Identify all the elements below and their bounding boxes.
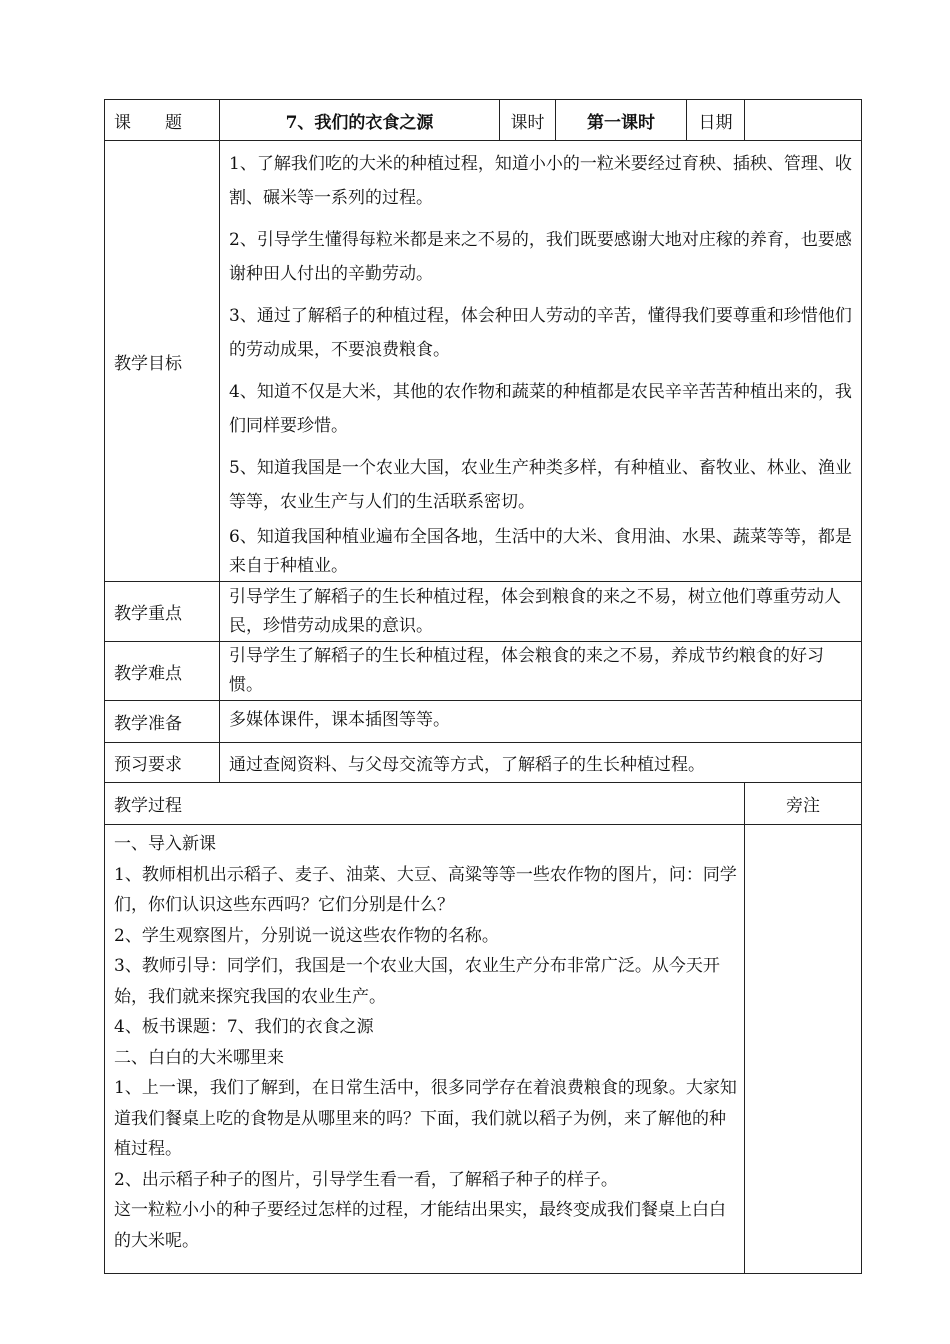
preparation-text: 多媒体课件，课本插图等等。 xyxy=(220,701,862,743)
difficulties-paragraph: 引导学生了解稻子的生长种植过程，体会粮食的来之不易，养成节约粮食的好习惯。 xyxy=(229,646,824,695)
header-row xyxy=(105,100,862,141)
process-body-row xyxy=(105,825,862,1274)
difficulties-row xyxy=(105,642,862,701)
preview-row xyxy=(105,743,862,783)
process-line: 4、板书课题：7、我们的衣食之源 xyxy=(114,1017,374,1037)
process-header-row xyxy=(105,783,862,825)
objectives-label: 教学目标 xyxy=(105,141,220,582)
key-points-text xyxy=(220,582,862,642)
process-line: 1、上一课，我们了解到，在日常生活中，很多同学存在着浪费粮食的现象。大家知道我们餐桌上吃的食物是从哪里来的吗？下面，我们就以稻子为例，来了解他的种植过程。 xyxy=(114,1078,737,1159)
notes-label: 旁注 xyxy=(745,783,862,825)
process-label: 教学过程 xyxy=(105,783,745,825)
objective-item: 3、通过了解稻子的种植过程，体会种田人劳动的辛苦，懂得我们要尊重和珍惜他们的劳动成果，不要浪费粮食。 xyxy=(229,306,852,360)
preparation-label: 教学准备 xyxy=(105,701,220,743)
date-label: 日期 xyxy=(687,100,745,141)
period-label: 课时 xyxy=(500,100,556,141)
objective-item: 4、知道不仅是大米，其他的农作物和蔬菜的种植都是农民辛辛苦苦种植出来的，我们同样要珍惜。 xyxy=(229,382,852,436)
topic-label: 课 题 xyxy=(105,100,220,141)
objectives-list xyxy=(220,141,862,582)
process-line: 2、出示稻子种子的图片，引导学生看一看，了解稻子种子的样子。 xyxy=(114,1169,618,1190)
process-line: 2、学生观察图片，分别说一说这些农作物的名称。 xyxy=(114,925,499,946)
key-points-label: 教学重点 xyxy=(105,582,220,642)
process-line: 这一粒粒小小的种子要经过怎样的过程，才能结出果实，最终变成我们餐桌上白白的大米呢。 xyxy=(114,1200,726,1251)
preparation-row xyxy=(105,701,862,743)
process-line: 3、教师引导：同学们，我国是一个农业大国，农业生产分布非常广泛。从今天开始，我们就来探究我国的农业生产。 xyxy=(114,956,720,1007)
preview-text: 通过查阅资料、与父母交流等方式，了解稻子的生长种植过程。 xyxy=(220,743,862,783)
process-line: 1、教师相机出示稻子、麦子、油菜、大豆、高粱等等一些农作物的图片，问：同学们，你们认识这些东西吗？它们分别是什么？ xyxy=(114,864,737,915)
difficulties-label: 教学难点 xyxy=(105,642,220,701)
process-line: 二、白白的大米哪里来 xyxy=(114,1047,284,1068)
objective-item: 5、知道我国是一个农业大国，农业生产种类多样，有种植业、畜牧业、林业、渔业等等，农业生产与人们的生活联系密切。 xyxy=(229,458,852,512)
objective-item: 2、引导学生懂得每粒米都是来之不易的，我们既要感谢大地对庄稼的养育，也要感谢种田人付出的辛勤劳动。 xyxy=(229,230,852,284)
key-points-paragraph: 引导学生了解稻子的生长种植过程，体会到粮食的来之不易，树立他们尊重劳动人民，珍惜劳动成果的意识。 xyxy=(229,586,841,636)
date-value xyxy=(745,100,862,141)
objectives-row xyxy=(105,141,862,582)
lesson-title: 7、我们的衣食之源 xyxy=(220,100,500,141)
difficulties-text xyxy=(220,642,862,701)
lesson-plan-table xyxy=(104,99,862,1274)
objective-item: 6、知道我国种植业遍布全国各地，生活中的大米、食用油、水果、蔬菜等等，都是来自于种植业。 xyxy=(229,527,852,576)
process-content xyxy=(105,825,745,1274)
period-value: 第一课时 xyxy=(556,100,687,141)
notes-cell xyxy=(745,825,862,1274)
key-points-row xyxy=(105,582,862,642)
preview-label: 预习要求 xyxy=(105,743,220,783)
process-line: 一、导入新课 xyxy=(114,834,216,854)
objective-item: 1、了解我们吃的大米的种植过程，知道小小的一粒米要经过育秧、插秧、管理、收割、碾米等一系列的过程。 xyxy=(229,154,852,208)
